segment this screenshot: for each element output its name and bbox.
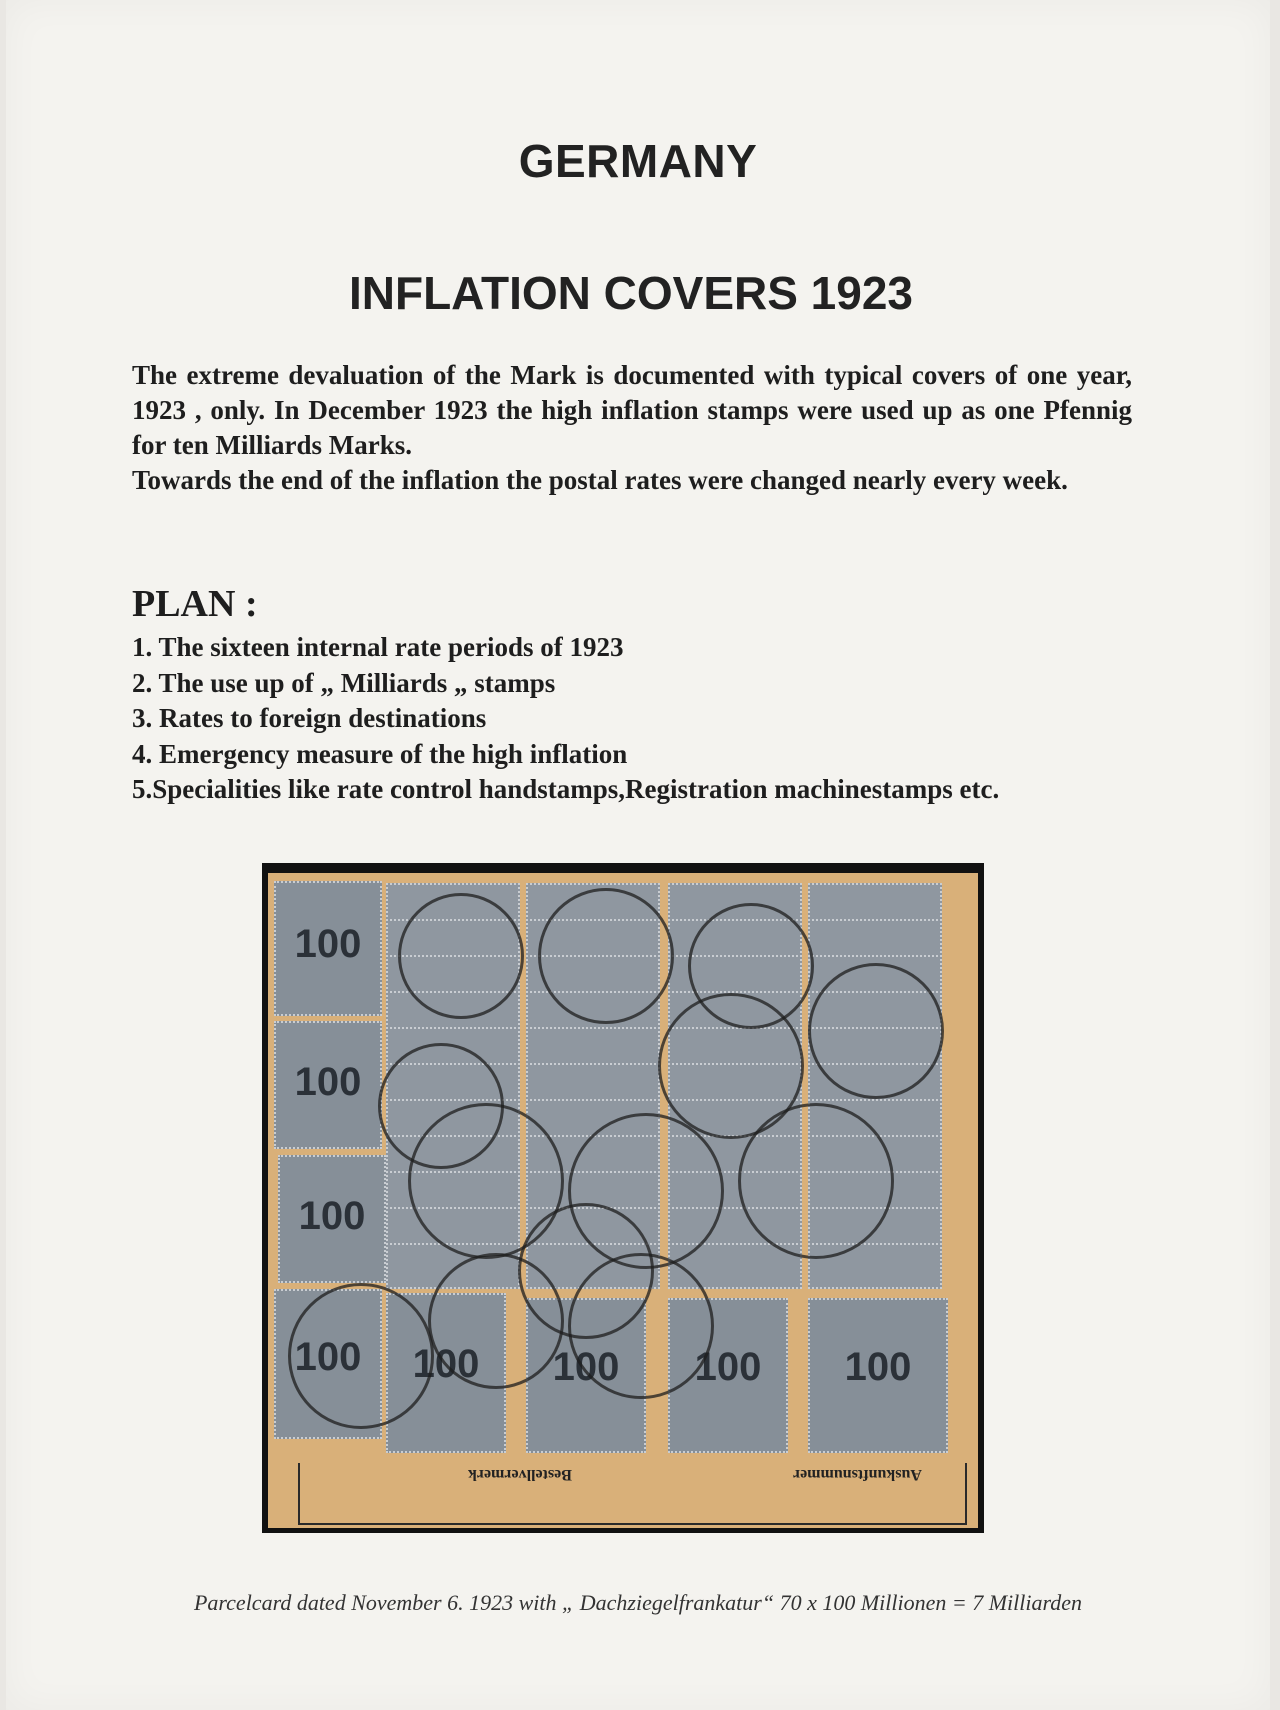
stamp [274, 1021, 382, 1149]
postmark-cancel [738, 1103, 894, 1259]
country-title: GERMANY [518, 135, 758, 187]
stamp [278, 1155, 386, 1283]
album-page [6, 0, 1270, 1710]
plan-item: 2. The use up of „ Milliards „ stamps [132, 667, 556, 698]
parcelcard-fragment [268, 873, 978, 1528]
stamp [808, 1298, 948, 1453]
stamp-value: 100 [694, 1345, 762, 1390]
plan-item: 3. Rates to foreign destinations [132, 703, 487, 733]
stamp [274, 881, 382, 1016]
plan-item: 5.Specialities like rate control handstamps,Registration machinestamps etc. [132, 774, 1000, 804]
stamp-block [268, 873, 968, 1478]
card-label-auskunftsnummer: Auskunftsnummer [793, 1466, 922, 1483]
intro-paragraph-2: Towards the end of the inflation the postal rates were changed nearly every week. [132, 465, 1068, 495]
postmark-cancel [808, 963, 944, 1099]
stamp-value: 100 [412, 1341, 480, 1386]
stamp-value: 100 [844, 1345, 912, 1390]
postmark-cancel [568, 1253, 714, 1399]
stamp-value: 100 [298, 1194, 366, 1239]
exhibit-title: INFLATION COVERS 1923 [348, 267, 914, 319]
plan-list [132, 630, 1152, 808]
stamp-value: 100 [294, 922, 362, 967]
stamp-value: 100 [552, 1345, 620, 1390]
postmark-cancel [428, 1253, 564, 1389]
plan-item: 4. Emergency measure of the high inflation [132, 738, 628, 769]
stamp-value: 100 [294, 1334, 362, 1379]
postmark-cancel [288, 1283, 434, 1429]
stamp-value: 100 [294, 1060, 362, 1105]
postmark-cancel [538, 888, 674, 1024]
plan-item: 1. The sixteen internal rate periods of 1923 [132, 632, 624, 662]
intro-text [132, 358, 1132, 498]
intro-paragraph-1: The extreme devaluation of the Mark is documented with typical covers of one year, 1923 , only. In December 1923 the high inflation stamps were used up as one Pfennig for ten Milliards Marks. [132, 360, 1132, 460]
card-label-bestellvermerk: Bestellvermerk [468, 1466, 572, 1483]
image-caption: Parcelcard dated November 6. 1923 with „ Dachziegelfrankatur“ 70 x 100 Millionen = 7 Milliarden [193, 1590, 1082, 1615]
plan-heading: PLAN : [132, 583, 258, 625]
parcelcard-image [262, 863, 984, 1533]
postmark-cancel [398, 893, 524, 1019]
